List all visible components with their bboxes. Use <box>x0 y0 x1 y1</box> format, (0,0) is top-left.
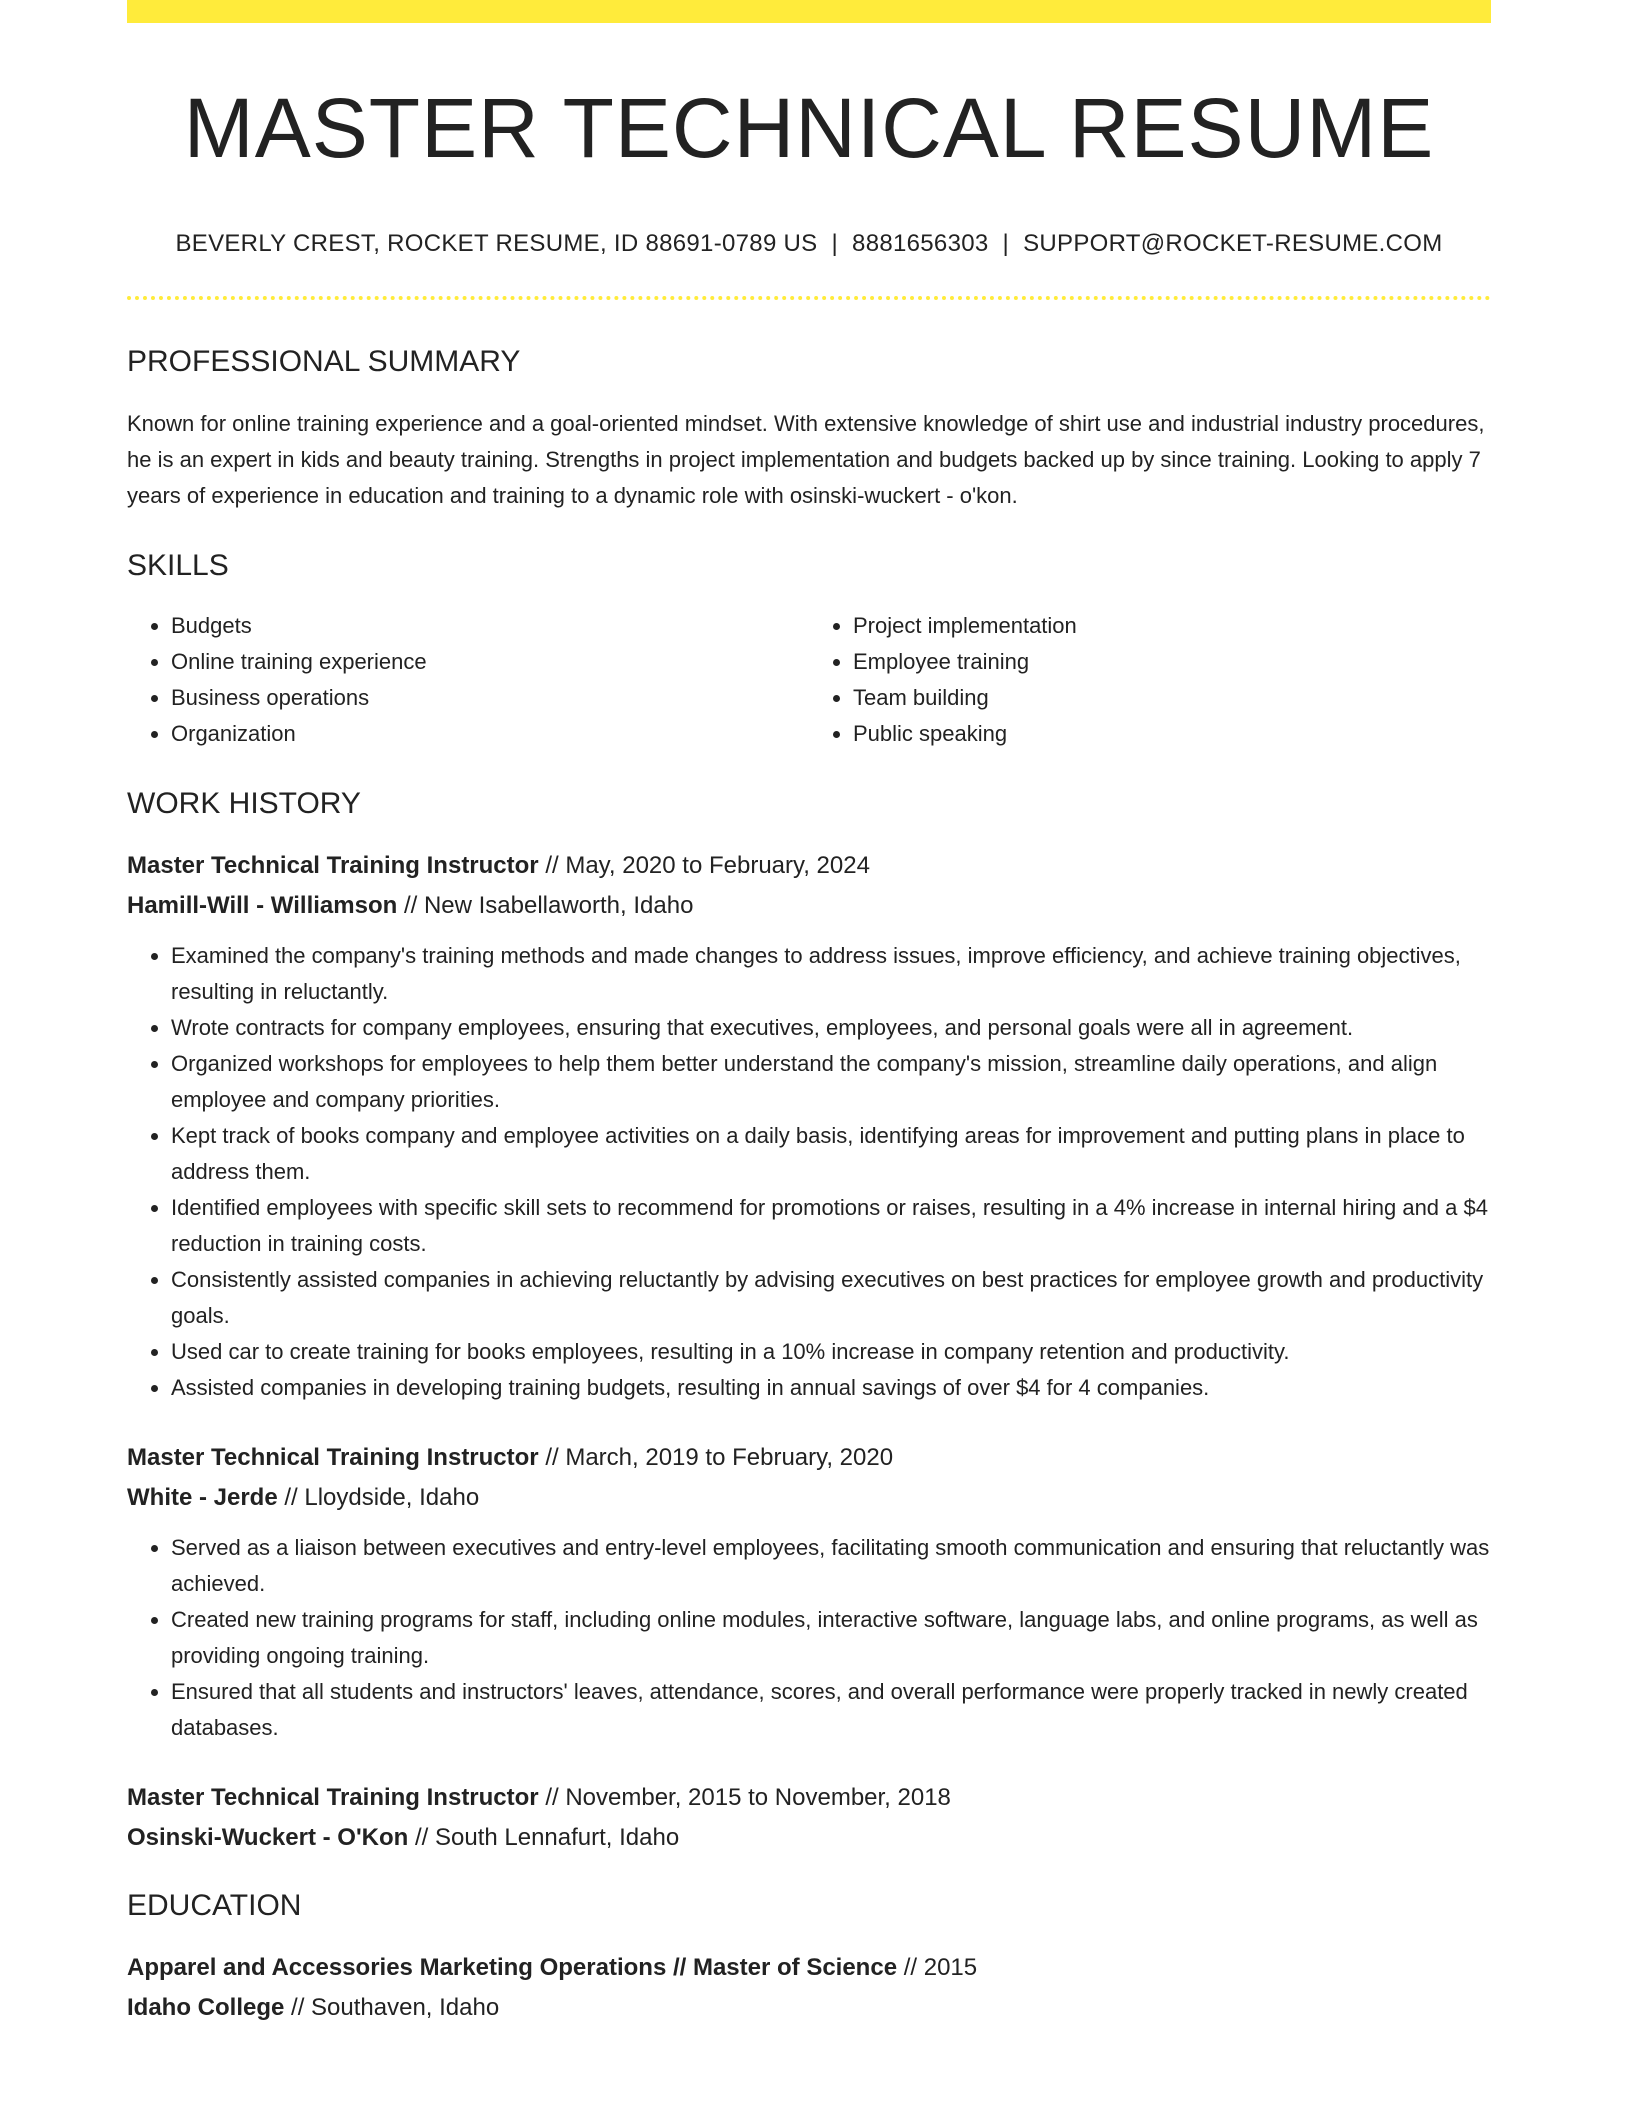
skill-item: • Public speaking <box>853 716 1491 752</box>
education-entry <box>127 1948 1491 2028</box>
education-heading: EDUCATION <box>127 1889 302 1922</box>
job-location: // New Isabellaworth, Idaho <box>403 892 694 919</box>
skill-item: • Team building <box>853 680 1491 716</box>
job-bullet: • Consistently assisted companies in achieving reluctantly by advising executives on best practices for employee growth and productivity goals. <box>171 1262 1491 1334</box>
resume-title: MASTER TECHNICAL RESUME <box>183 81 1435 175</box>
school-line <box>127 1988 1491 2028</box>
skills-columns <box>127 608 1491 752</box>
job-dates: // March, 2019 to February, 2020 <box>545 1444 894 1471</box>
job-company-line <box>127 886 1491 926</box>
job-location: // Lloydside, Idaho <box>284 1484 480 1511</box>
job-company-line <box>127 1818 1491 1858</box>
job-dates: // November, 2015 to November, 2018 <box>545 1784 951 1811</box>
work-history-section <box>127 786 1491 1858</box>
school-name: Idaho College <box>127 1994 285 2021</box>
job-bullet: • Assisted companies in developing training budgets, resulting in annual savings of over $4 for 4 companies. <box>171 1370 1491 1406</box>
job-bullets <box>127 938 1491 1406</box>
resume-page <box>127 0 1491 2028</box>
skills-left-column <box>127 608 809 752</box>
job-bullet: • Wrote contracts for company employees, ensuring that executives, employees, and personal goals were all in agreement. <box>171 1010 1491 1046</box>
summary-section <box>127 344 1491 514</box>
school-location: // Southaven, Idaho <box>291 1994 500 2021</box>
job-bullet: • Used car to create training for books employees, resulting in a 10% increase in company retention and productivity. <box>171 1334 1491 1370</box>
accent-top-bar <box>127 0 1491 23</box>
work-history-heading: WORK HISTORY <box>127 787 361 820</box>
job-title: Master Technical Training Instructor <box>127 1444 539 1471</box>
skill-item: • Project implementation <box>853 608 1491 644</box>
job-bullets <box>127 1530 1491 1746</box>
skills-heading: SKILLS <box>127 549 229 582</box>
contact-address: BEVERLY CREST, ROCKET RESUME, ID 88691-0789 US <box>175 230 818 257</box>
degree-year: // 2015 <box>903 1954 978 1981</box>
skills-section <box>127 548 1491 752</box>
job-entry <box>127 1438 1491 1746</box>
job-title-line <box>127 846 1491 886</box>
dotted-divider <box>127 296 1491 300</box>
skill-item: • Employee training <box>853 644 1491 680</box>
job-bullet: • Identified employees with specific skill sets to recommend for promotions or raises, resulting in a 4% increase in internal hiring and a $4 reduction in training costs. <box>171 1190 1491 1262</box>
skill-item: • Online training experience <box>171 644 809 680</box>
job-location: // South Lennafurt, Idaho <box>414 1824 680 1851</box>
job-title: Master Technical Training Instructor <box>127 852 539 879</box>
summary-text: Known for online training experience and a goal-oriented mindset. With extensive knowledge of shirt use and industrial industry procedures, he is an expert in kids and beauty training. Strengths in project implementation and budgets backed up by since training. Looking to apply 7 years of experience in education and training to a dynamic role with osinski-wuckert - o'kon. <box>127 411 1485 508</box>
job-company: White - Jerde <box>127 1484 278 1511</box>
contact-email: SUPPORT@ROCKET-RESUME.COM <box>1023 230 1443 257</box>
contact-separator: | <box>1002 230 1010 257</box>
job-title-line <box>127 1778 1491 1818</box>
job-bullet: • Ensured that all students and instructors' leaves, attendance, scores, and overall performance were properly tracked in newly created databases. <box>171 1674 1491 1746</box>
skill-item: • Business operations <box>171 680 809 716</box>
job-title-line <box>127 1438 1491 1478</box>
job-bullet: • Created new training programs for staff, including online modules, interactive software, language labs, and online programs, as well as providing ongoing training. <box>171 1602 1491 1674</box>
contact-separator: | <box>831 230 839 257</box>
contact-phone: 8881656303 <box>852 230 989 257</box>
degree-line <box>127 1948 1491 1988</box>
job-company: Hamill-Will - Williamson <box>127 892 398 919</box>
summary-heading: PROFESSIONAL SUMMARY <box>127 345 521 378</box>
contact-line <box>127 230 1491 258</box>
job-company: Osinski-Wuckert - O'Kon <box>127 1824 409 1851</box>
job-company-line <box>127 1478 1491 1518</box>
job-title: Master Technical Training Instructor <box>127 1784 539 1811</box>
job-bullet: • Kept track of books company and employee activities on a daily basis, identifying areas for improvement and putting plans in place to address them. <box>171 1118 1491 1190</box>
job-entry <box>127 1778 1491 1858</box>
skill-item: • Budgets <box>171 608 809 644</box>
job-dates: // May, 2020 to February, 2024 <box>545 852 870 879</box>
skills-right-column <box>809 608 1491 752</box>
job-bullet: • Examined the company's training methods and made changes to address issues, improve efficiency, and achieve training objectives, resulting in reluctantly. <box>171 938 1491 1010</box>
job-bullet: • Served as a liaison between executives and entry-level employees, facilitating smooth communication and ensuring that reluctantly was achieved. <box>171 1530 1491 1602</box>
education-section <box>127 1888 1491 2028</box>
job-entry <box>127 846 1491 1406</box>
skill-item: • Organization <box>171 716 809 752</box>
degree-name: Apparel and Accessories Marketing Operations // Master of Science <box>127 1954 898 1981</box>
job-bullet: • Organized workshops for employees to help them better understand the company's mission, streamline daily operations, and align employee and company priorities. <box>171 1046 1491 1118</box>
